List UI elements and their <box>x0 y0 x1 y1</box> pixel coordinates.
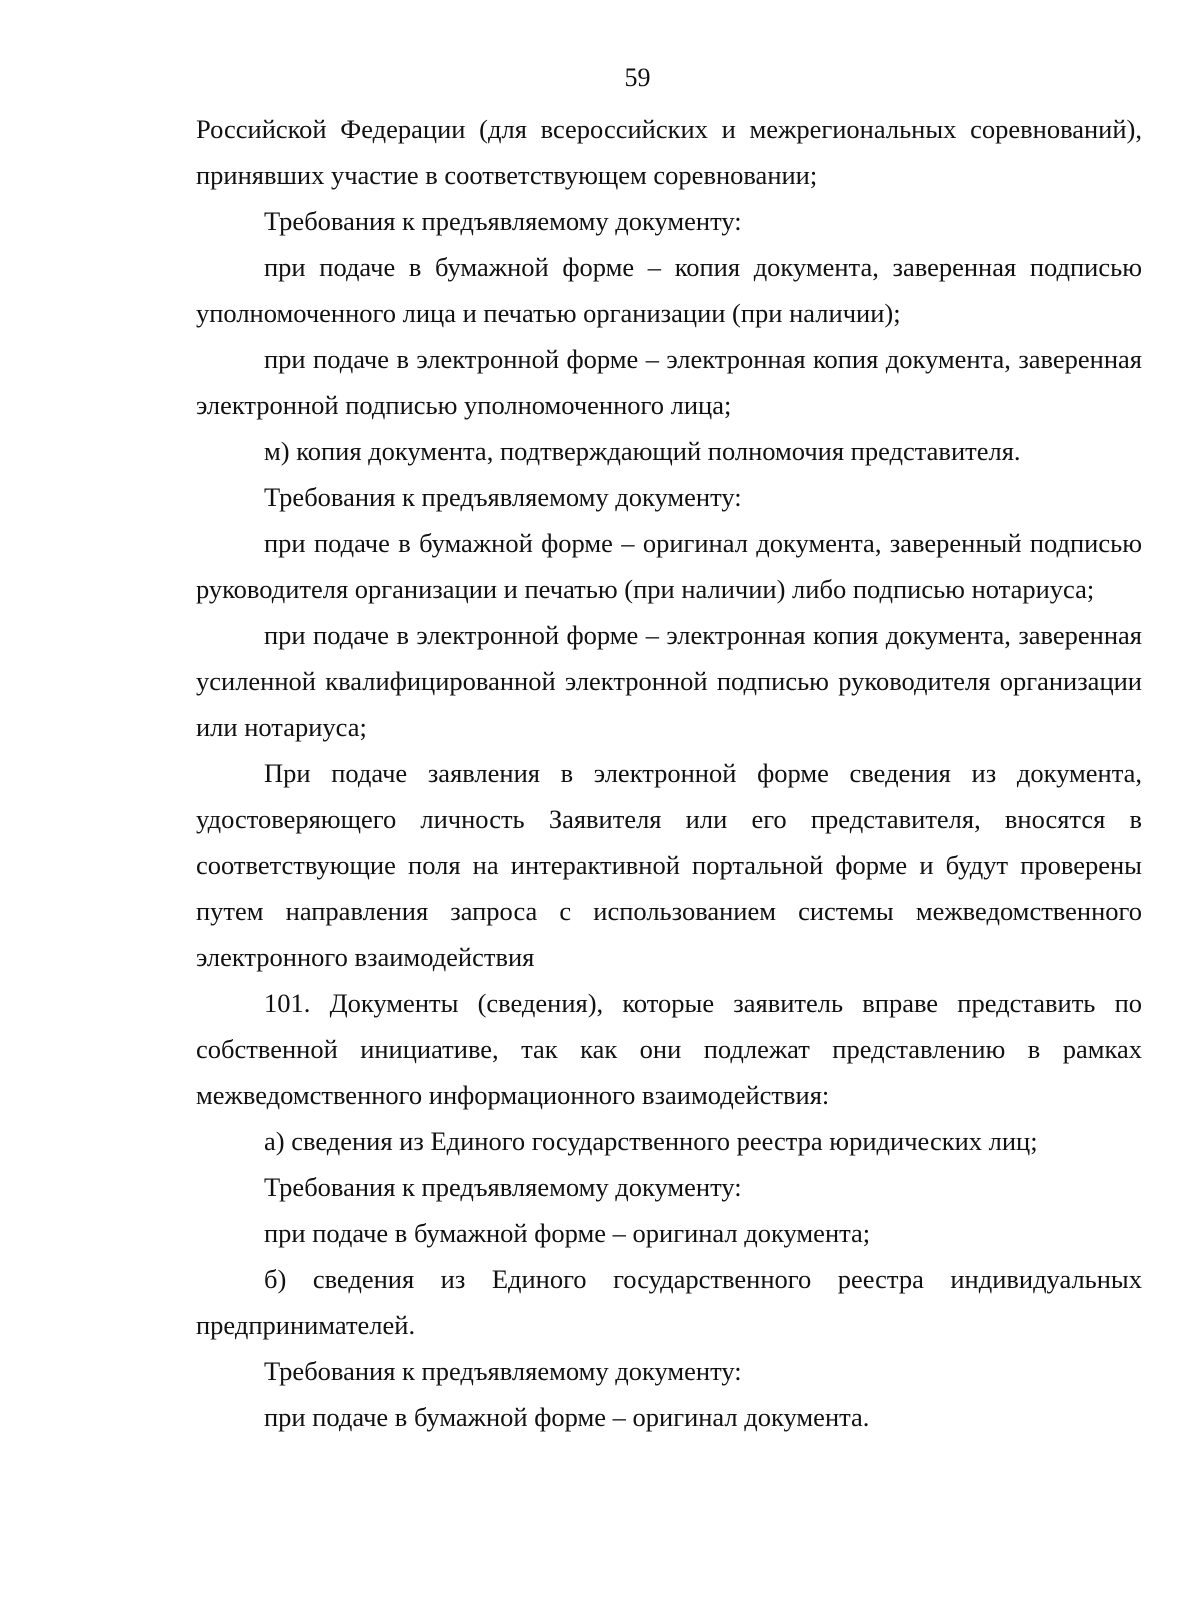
paragraph-9: При подаче заявления в электронной форме сведения из документа, удостоверяющего личность Заявителя или его представителя, вносятся в соответствующие поля на интерактивной портальной форме и будут проверены путем направления запроса с использованием системы межведомственного электронного взаимодействия <box>196 758 1142 972</box>
paragraph-6: Требования к предъявляемому документу: <box>264 482 742 512</box>
paragraph-11: а) сведения из Единого государственного реестра юридических лиц; <box>264 1126 1038 1156</box>
paragraph-2: Требования к предъявляемому документу: <box>264 206 742 236</box>
paragraph-12: Требования к предъявляемому документу: <box>264 1172 742 1202</box>
page-number: 59 <box>624 63 651 92</box>
paragraph-4: при подаче в электронной форме – электронная копия документа, заверенная электронной подписью уполномоченного лица; <box>196 344 1142 420</box>
paragraph-16: при подаче в бумажной форме – оригинал документа. <box>264 1402 870 1432</box>
paragraph-14: б) сведения из Единого государственного реестра индивидуальных предпринимателей. <box>196 1264 1142 1340</box>
paragraph-8: при подаче в электронной форме – электронная копия документа, заверенная усиленной квалифицированной электронной подписью руководителя организации или нотариуса; <box>196 620 1142 742</box>
paragraph-10: 101. Документы (сведения), которые заявитель вправе представить по собственной инициативе, так как они подлежат представлению в рамках межведомственного информационного взаимодействия: <box>196 988 1142 1110</box>
paragraph-15: Требования к предъявляемому документу: <box>264 1356 742 1386</box>
paragraph-7: при подаче в бумажной форме – оригинал документа, заверенный подписью руководителя организации и печатью (при наличии) либо подписью нотариуса; <box>196 528 1142 604</box>
paragraph-3: при подаче в бумажной форме – копия документа, заверенная подписью уполномоченного лица и печатью организации (при наличии); <box>196 252 1142 328</box>
paragraph-5: м) копия документа, подтверждающий полномочия представителя. <box>264 436 1021 466</box>
page-body <box>196 106 1142 1440</box>
paragraph-1: Российской Федерации (для всероссийских и межрегиональных соревнований), принявших участие в соответствующем соревновании; <box>196 114 1142 190</box>
paragraph-13: при подаче в бумажной форме – оригинал документа; <box>264 1218 871 1248</box>
